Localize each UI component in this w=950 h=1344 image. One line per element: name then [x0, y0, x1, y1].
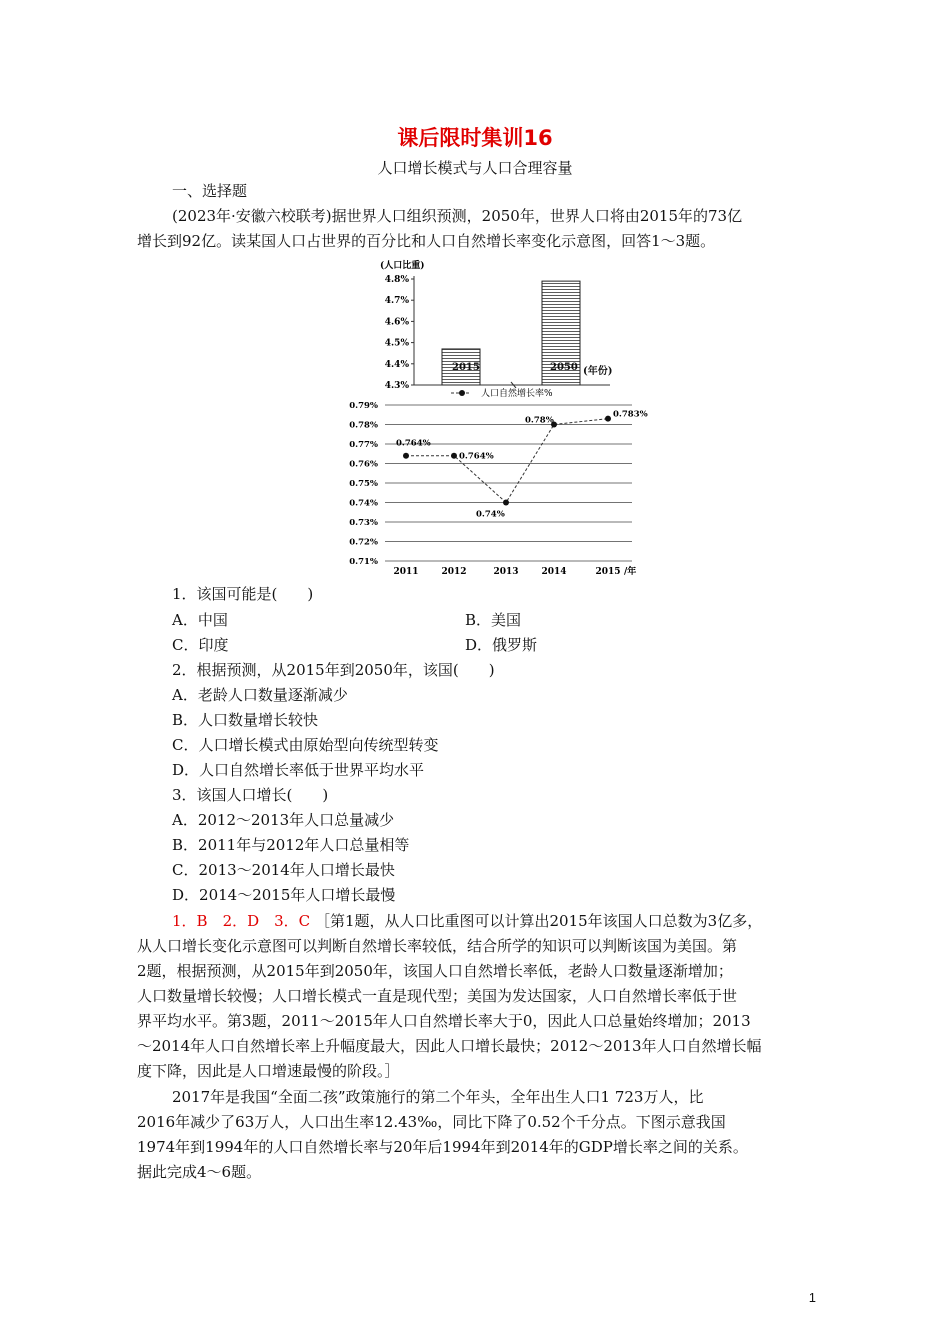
- growth-rate-line-chart: [345, 388, 648, 580]
- line-y-tick-label: 0.77%: [349, 440, 378, 450]
- line-data-label: 0.764%: [396, 438, 431, 449]
- q2-option-a: A．老龄人口数量逐渐减少: [172, 686, 348, 704]
- line-point-2012: [451, 453, 457, 459]
- line-x-tick-label: 2015: [595, 567, 621, 577]
- section-heading: 一、选择题: [172, 182, 248, 200]
- bar-x-tick-2015: 2015: [452, 362, 480, 373]
- line-data-label: 0.783%: [613, 409, 648, 420]
- bar-y-label: (人口比重): [380, 261, 425, 271]
- answer-line-2: 2题，根据预测，从2015年到2050年，该国人口自然增长率低，老龄人口数量逐渐增加；: [137, 962, 733, 980]
- line-data-label: 0.74%: [476, 509, 505, 520]
- line-data-label: 0.78%: [525, 415, 554, 426]
- answer-first-line: [172, 909, 762, 934]
- q2-option-c: C．人口增长模式由原始型向传统型转变: [172, 736, 439, 754]
- population-share-bar-chart: [370, 256, 620, 391]
- line-x-tick-label: 2011: [393, 567, 419, 577]
- q3-option-c: C．2013～2014年人口增长最快: [172, 861, 395, 879]
- line-point-2015: [605, 416, 611, 422]
- answer-text-first: ［第1题，从人口比重图可以计算出2015年该国人口总数为3亿多，: [314, 912, 763, 930]
- q3-option-b: B．2011年与2012年人口总量相等: [172, 836, 410, 854]
- page-title: 课后限时集训16: [397, 126, 553, 150]
- bar-y-tick-label: 4.5%: [384, 338, 409, 349]
- line-y-tick-label: 0.74%: [349, 498, 378, 509]
- question-3: 3．该国人口增长( ): [172, 786, 329, 804]
- bar-y-tick-label: 4.8%: [384, 275, 409, 285]
- bar-y-tick-label: 4.4%: [384, 359, 409, 370]
- line-y-tick-label: 0.75%: [349, 479, 378, 489]
- bar-y-tick-label: 4.7%: [384, 296, 409, 307]
- bar-y-tick-label: 4.3%: [384, 381, 409, 391]
- line-y-tick-label: 0.76%: [349, 459, 378, 470]
- answer-line-3: 人口数量增长较慢；人口增长模式一直是现代型；美国为发达国家，人口自然增长率低于世: [137, 987, 738, 1005]
- passage-line-4: 据此完成4～6题。: [137, 1163, 262, 1181]
- line-x-tick-label: 2014: [541, 567, 567, 577]
- line-y-tick-label: 0.73%: [349, 518, 378, 528]
- q2-option-b: B．人口数量增长较快: [172, 711, 319, 729]
- question-2: 2．根据预测，从2015年到2050年，该国( ): [172, 661, 495, 679]
- passage-line-3: 1974年到1994年的人口自然增长率与20年后1994年到2014年的GDP增长率之间的关系。: [137, 1138, 748, 1156]
- line-x-tick-label: 2012: [441, 567, 467, 577]
- bar-y-tick-label: 4.6%: [384, 317, 409, 328]
- answer-key: 1．B 2．D 3．C: [172, 912, 311, 930]
- line-point-2011: [403, 453, 409, 459]
- line-y-tick-label: 0.78%: [349, 420, 378, 431]
- legend-marker: [459, 390, 465, 396]
- answer-line-6: 度下降，因此是人口增速最慢的阶段。］: [137, 1062, 400, 1080]
- intro-line-2: 增长到92亿。读某国人口占世界的百分比和人口自然增长率变化示意图，回答1～3题。: [137, 232, 716, 250]
- line-x-unit: /年: [624, 567, 637, 577]
- line-x-tick-label: 2013: [493, 567, 519, 577]
- answer-line-1: 从人口增长变化示意图可以判断自然增长率较低，结合所学的知识可以判断该国为美国。第: [137, 937, 738, 955]
- page-number: 1: [808, 1290, 816, 1305]
- bar-x-label: (年份): [583, 366, 613, 377]
- q3-option-a: A．2012～2013年人口总量减少: [172, 811, 395, 829]
- answer-line-5: ～2014年人口自然增长率上升幅度最大，因此人口增长最快；2012～2013年人口自然增长幅: [137, 1037, 762, 1055]
- line-data-label: 0.764%: [459, 451, 494, 462]
- line-y-tick-label: 0.72%: [349, 537, 378, 548]
- legend-label: 人口自然增长率%: [481, 389, 553, 399]
- line-y-tick-label: 0.71%: [349, 557, 378, 567]
- passage-line-2: 2016年减少了63万人，人口出生率12.43‰，同比下降了0.52个千分点。下图示意我国: [137, 1113, 726, 1131]
- q1-option-b: B．美国: [465, 611, 522, 629]
- q2-option-d: D．人口自然增长率低于世界平均水平: [172, 761, 425, 779]
- intro-line-1: (2023年·安徽六校联考)据世界人口组织预测，2050年，世界人口将由2015年的73亿: [172, 207, 743, 225]
- question-1: 1．该国可能是( ): [172, 585, 314, 603]
- line-series-path: [406, 419, 608, 503]
- bar-x-tick-2050: 2050: [550, 362, 578, 373]
- line-point-2013: [503, 500, 509, 506]
- q3-option-d: D．2014～2015年人口增长最慢: [172, 886, 396, 904]
- q1-option-a: A．中国: [172, 611, 228, 629]
- page-subtitle: 人口增长模式与人口合理容量: [377, 159, 573, 177]
- q1-option-d: D．俄罗斯: [465, 636, 538, 654]
- line-y-tick-label: 0.79%: [349, 401, 378, 411]
- q1-option-c: C．印度: [172, 636, 229, 654]
- passage-line-1: 2017年是我国“全面二孩”政策施行的第二个年头，全年出生人口1 723万人，比: [172, 1088, 704, 1106]
- answer-line-4: 界平均水平。第3题，2011～2015年人口自然增长率大于0，因此人口总量始终增加；2013: [137, 1012, 751, 1030]
